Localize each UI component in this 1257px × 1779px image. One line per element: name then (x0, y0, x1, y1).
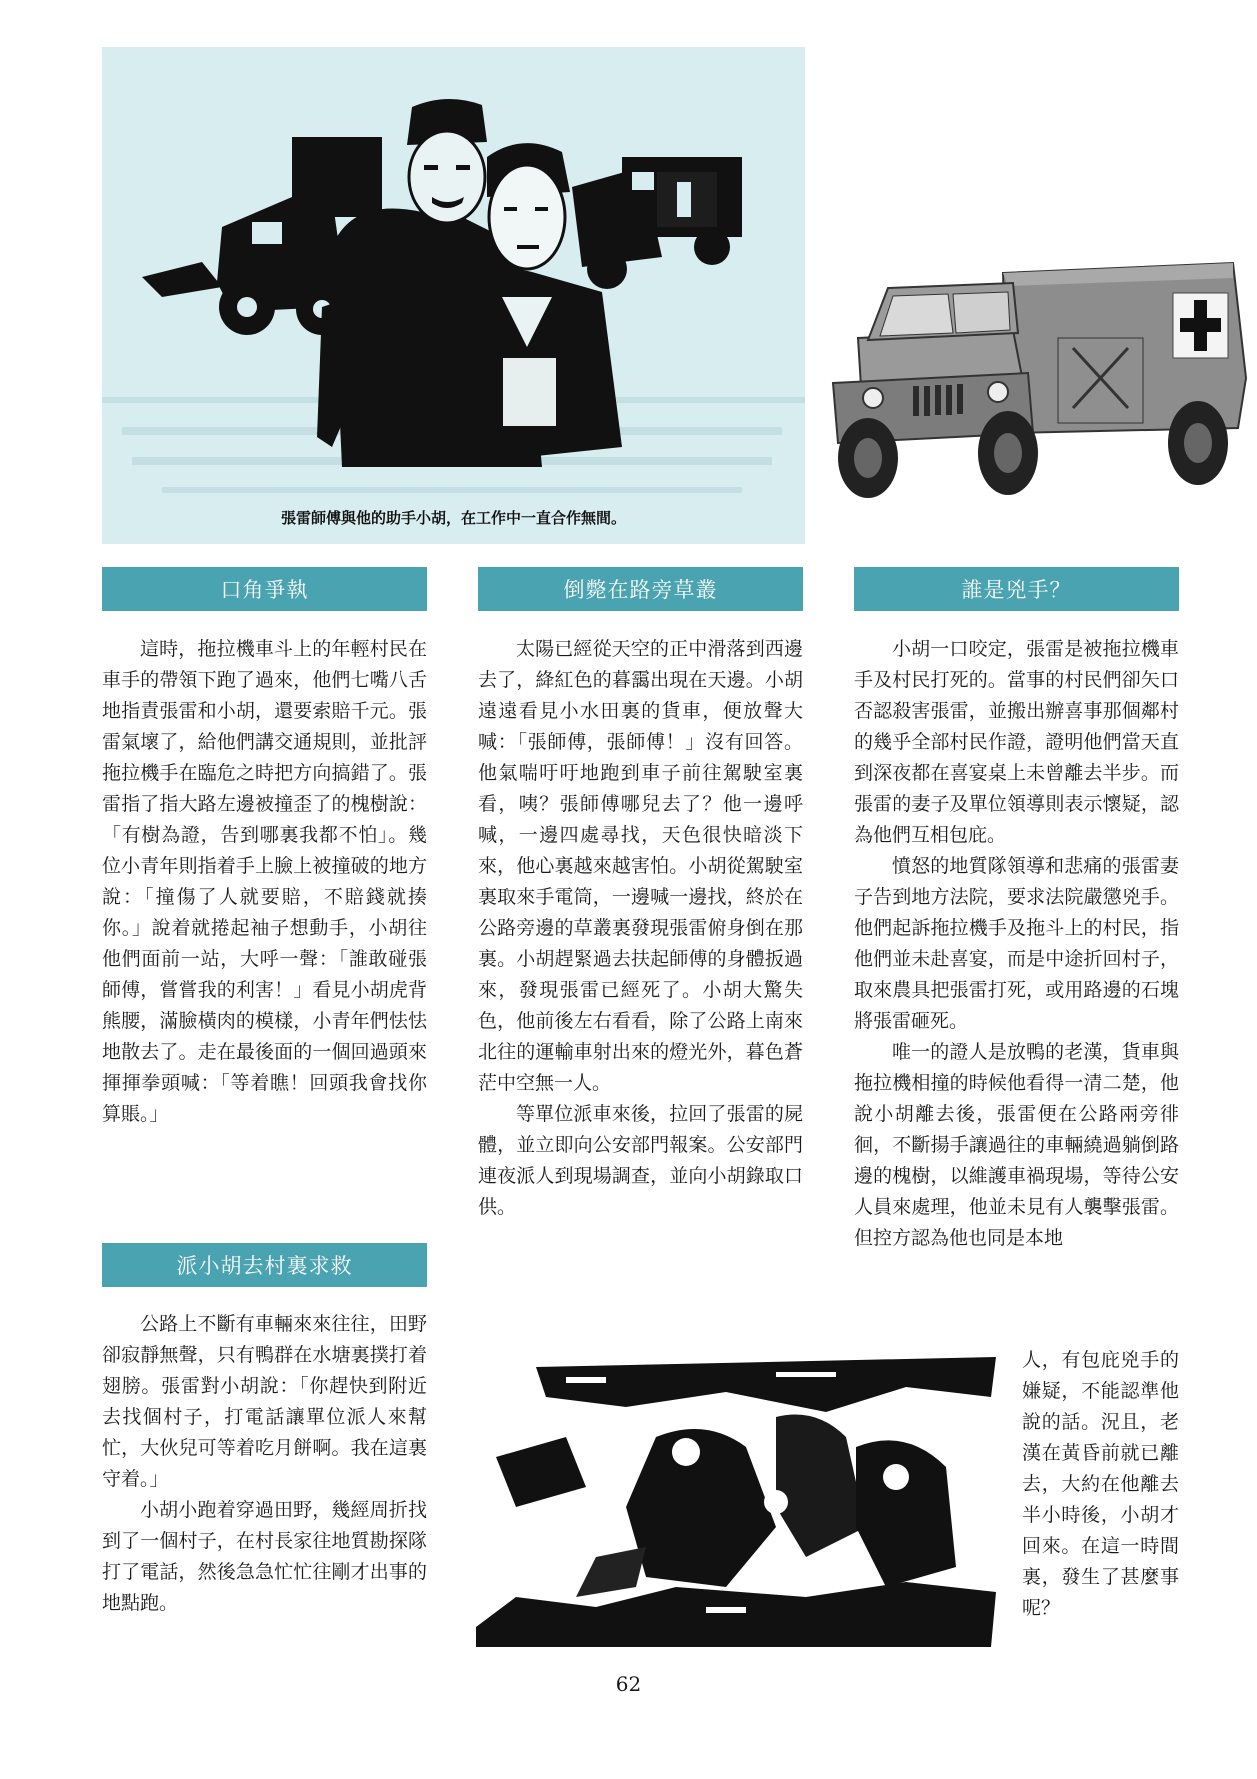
paragraph: 太陽已經從天空的正中滑落到西邊去了，絳紅色的暮靄出現在天邊。小胡遠遠看見小水田裏的貨車，便放聲大喊：「張師傅，張師傅！」沒有回答。他氣喘吁吁地跑到車子前往駕駛室裏看，咦？張師傅哪兒去了？他一邊呼喊，一邊四處尋找，天色很快暗淡下來，他心裏越來越害怕。小胡從駕駛室裏取來手電筒，一邊喊一邊找，終於在公路旁邊的草叢裏發現張雷俯身倒在那裏。小胡趕緊過去扶起師傅的身體扳過來，發現張雷已經死了。小胡大驚失色，他前後左右看看，除了公路上南來北往的運輸車射出來的燈光外，暮色蒼茫中空無一人。 (478, 638, 803, 1094)
section-body-quarrel (102, 634, 427, 1130)
section-body-found-dead (478, 634, 803, 1223)
section-heading-seek-help: 派小胡去村裏求救 (102, 1243, 427, 1287)
paragraph: 憤怒的地質隊領導和悲痛的張雷妻子告到地方法院，要求法院嚴懲兇手。他們起訴拖拉機手及拖斗上的村民，指他們並未赴喜宴，而是中途折回村子，取來農具把張雷打死，或用路邊的石塊將張雷砸死。 (854, 855, 1179, 1032)
top-illustration (102, 47, 805, 544)
paragraph: 這時，拖拉機車斗上的年輕村民在車手的帶領下跑了過來，他們七嘴八舌地指責張雷和小胡，還要索賠千元。張雷氣壞了，給他們講交通規則，並批評拖拉機手在臨危之時把方向搞錯了。張雷指了指大路左邊被撞歪了的槐樹說：「有樹為證，告到哪裏我都不怕」。幾位小青年則指着手上臉上被撞破的地方說：「撞傷了人就要賠，不賠錢就揍你。」說着就捲起袖子想動手，小胡往他們面前一站，大呼一聲：「誰敢碰張師傅，嘗嘗我的利害！」看見小胡虎背熊腰，滿臉橫肉的模樣，小青年們怯怯地散去了。走在最後面的一個回過頭來揮揮拳頭喊：「等着瞧！回頭我會找你算賬。」 (102, 638, 427, 1125)
section-body-continuation (1022, 1345, 1179, 1624)
paragraph: 唯一的證人是放鴨的老漢，貨車與拖拉機相撞的時候他看得一清二楚，他說小胡離去後，張雷便在公路兩旁徘徊，不斷揚手讓過往的車輛繞過躺倒路邊的槐樹，以維護車禍現場，等待公安人員來處理，他並未見有人襲擊張雷。但控方認為他也同是本地 (854, 1041, 1179, 1249)
section-heading-quarrel: 口角爭執 (102, 567, 427, 611)
section-body-who-is-killer (854, 634, 1179, 1254)
paragraph: 小胡小跑着穿過田野，幾經周折找到了一個村子，在村長家往地質勘探隊打了電話，然後急急忙忙往剛才出事的地點跑。 (102, 1499, 427, 1614)
paragraph: 小胡一口咬定，張雷是被拖拉機車手及村民打死的。當事的村民們卻矢口否認殺害張雷，並搬出辦喜事那個鄰村的幾乎全部村民作證，證明他們當天直到深夜都在喜宴桌上未曾離去半步。而張雷的妻子及單位領導則表示懷疑，認為他們互相包庇。 (854, 638, 1179, 846)
paragraph: 人，有包庇兇手的嫌疑，不能認準他說的話。況且，老漢在黃昏前就已離去，大約在他離去半小時後，小胡才回來。在這一時間裏，發生了甚麼事呢？ (1022, 1349, 1179, 1619)
drivers-sketch (102, 47, 805, 544)
roadside-scene-image (476, 1357, 1006, 1647)
section-heading-found-dead: 倒斃在路旁草叢 (478, 567, 803, 611)
paragraph: 等單位派車來後，拉回了張雷的屍體，並立即向公安部門報案。公安部門連夜派人到現場調查，並向小胡錄取口供。 (478, 1103, 803, 1218)
section-heading-who-is-killer: 誰是兇手？ (854, 567, 1179, 611)
paragraph: 公路上不斷有車輛來來往往，田野卻寂靜無聲，只有鴨群在水塘裏撲打着翅膀。張雷對小胡說：「你趕快到附近去找個村子，打電話讓單位派人來幫忙，大伙兒可等着吃月餅啊。我在這裏守着。」 (102, 1313, 427, 1490)
page-number: 62 (615, 1672, 642, 1696)
illustration-caption: 張雷師傅與他的助手小胡，在工作中一直合作無間。 (280, 509, 626, 527)
ambulance-truck-image (828, 258, 1253, 508)
section-body-seek-help (102, 1309, 427, 1619)
